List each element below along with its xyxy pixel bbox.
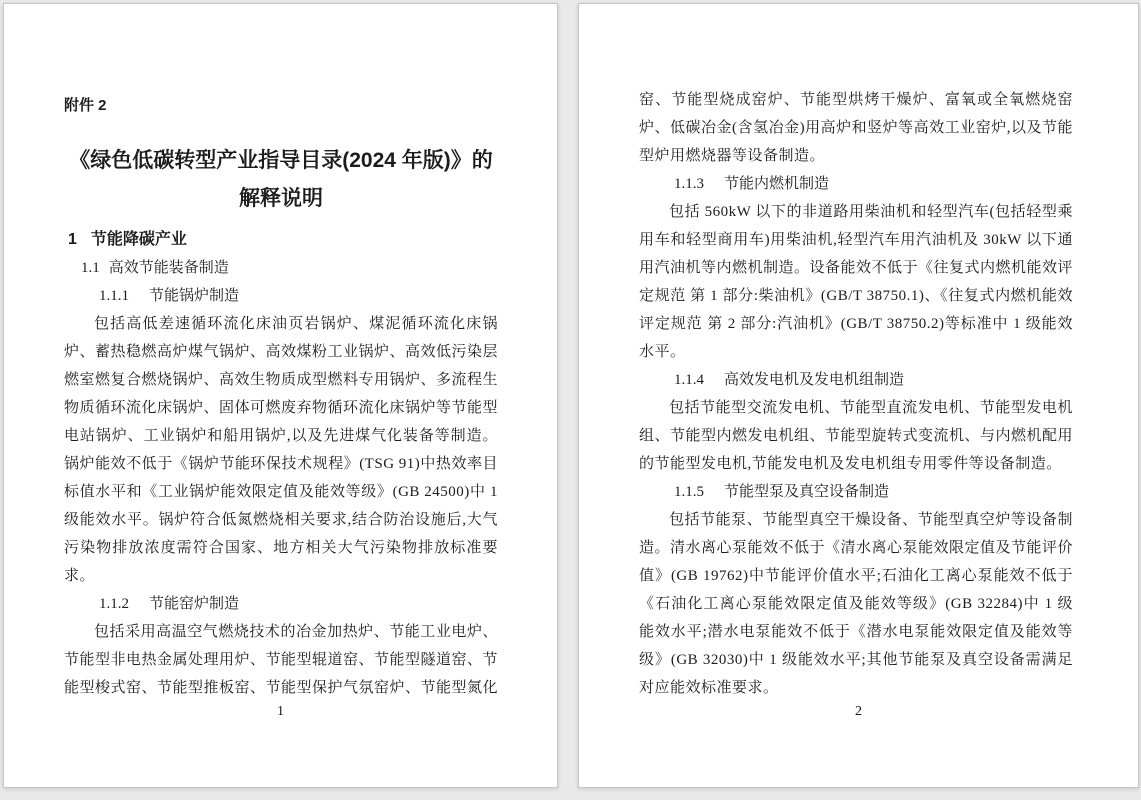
document-title-line-1: 《绿色低碳转型产业指导目录(2024 年版)》的 — [69, 149, 493, 172]
heading-text: 节能锅炉制造 — [149, 288, 240, 304]
subsection-heading — [64, 590, 498, 618]
section-heading — [64, 254, 498, 282]
document-title-line-2: 解释说明 — [239, 187, 323, 210]
attachment-label: 附件 2 — [64, 97, 107, 114]
document-title — [64, 142, 498, 218]
page-2-content — [639, 86, 1073, 702]
page-number: 1 — [277, 704, 284, 719]
paragraph: 包括节能型交流发电机、节能型直流发电机、节能型发电机组、节能型内燃发电机组、节能型旋转式变流机、与内燃机配用的节能型发电机,节能发电机及发电机组专用零件等设备制造。 — [639, 400, 1074, 472]
heading-text: 节能窑炉制造 — [149, 596, 240, 612]
heading-text: 高效节能装备制造 — [108, 260, 229, 276]
heading-number: 1.1.5 — [674, 484, 704, 500]
subsection-heading — [64, 282, 498, 310]
page-number: 2 — [855, 704, 862, 719]
page-2 — [578, 3, 1139, 788]
heading-number: 1.1.4 — [674, 372, 704, 388]
heading-number: 1.1.1 — [99, 288, 129, 304]
page-1-content — [64, 92, 498, 702]
subsection-heading — [639, 366, 1073, 394]
heading-text: 高效发电机及发电机组制造 — [724, 372, 905, 388]
heading-text: 节能内燃机制造 — [724, 176, 830, 192]
chapter-heading — [64, 226, 498, 254]
heading-number: 1.1 — [81, 260, 100, 276]
heading-number: 1.1.3 — [674, 176, 704, 192]
heading-text: 节能型泵及真空设备制造 — [724, 484, 890, 500]
paragraph: 包括高低差速循环流化床油页岩锅炉、煤泥循环流化床锅炉、蓄热稳燃高炉煤气锅炉、高效煤粉工业锅炉、高效低污染层燃室燃复合燃烧锅炉、高效生物质成型燃料专用锅炉、多流程生物质循环流化床锅炉、固体可燃废弃物循环流化床锅炉等节能型电站锅炉、工业锅炉和船用锅炉,以及先进煤气化装备等制造。锅炉能效不低于《锅炉节能环保技术规程》(TSG 91)中热效率目标值水平和《工业锅炉能效限定值及能效等级》(GB 24500)中 1 级能效水平。锅炉符合低氮燃烧相关要求,结合防治设施后,大气污染物排放浓度需符合国家、地方相关大气污染物排放标准要求。 — [64, 316, 499, 584]
paragraph: 窑、节能型烧成窑炉、节能型烘烤干燥炉、富氧或全氧燃烧窑炉、低碳冶金(含氢冶金)用高炉和竖炉等高效工业窑炉,以及节能型炉用燃烧器等设备制造。 — [639, 92, 1073, 164]
heading-text: 节能降碳产业 — [90, 231, 187, 248]
paragraph: 包括采用高温空气燃烧技术的冶金加热炉、节能工业电炉、节能型非电热金属处理用炉、节能型辊道窑、节能型隧道窑、节能型梭式窑、节能型推板窑、节能型保护气氛窑炉、节能型氮化 — [64, 624, 499, 696]
subsection-heading — [639, 170, 1073, 198]
heading-number: 1 — [68, 231, 77, 248]
page-1 — [3, 3, 558, 788]
paragraph: 包括节能泵、节能型真空干燥设备、节能型真空炉等设备制造。清水离心泵能效不低于《清水离心泵能效限定值及节能评价值》(GB 19762)中节能评价值水平;石油化工离心泵能效不低于《石油化工离心泵能效限定值及能效等级》(GB 32284)中 1 级能效水平;潜水电泵能效不低于《潜水电泵能效限定值及能效等级》(GB 32030)中 1 级能效水平;其他节能泵及真空设备需满足对应能效标准要求。 — [639, 512, 1074, 696]
paragraph: 包括 560kW 以下的非道路用柴油机和轻型汽车(包括轻型乘用车和轻型商用车)用柴油机,轻型汽车用汽油机及 30kW 以下通用汽油机等内燃机制造。设备能效不低于《往复式内燃机能效评定规范 第 1 部分:柴油机》(GB/T 38750.1)、《往复式内燃机能效评定规范 第 2 部分:汽油机》(GB/T 38750.2)等标准中 1 级能效水平。 — [639, 204, 1074, 360]
heading-number: 1.1.2 — [99, 596, 129, 612]
subsection-heading — [639, 478, 1073, 506]
